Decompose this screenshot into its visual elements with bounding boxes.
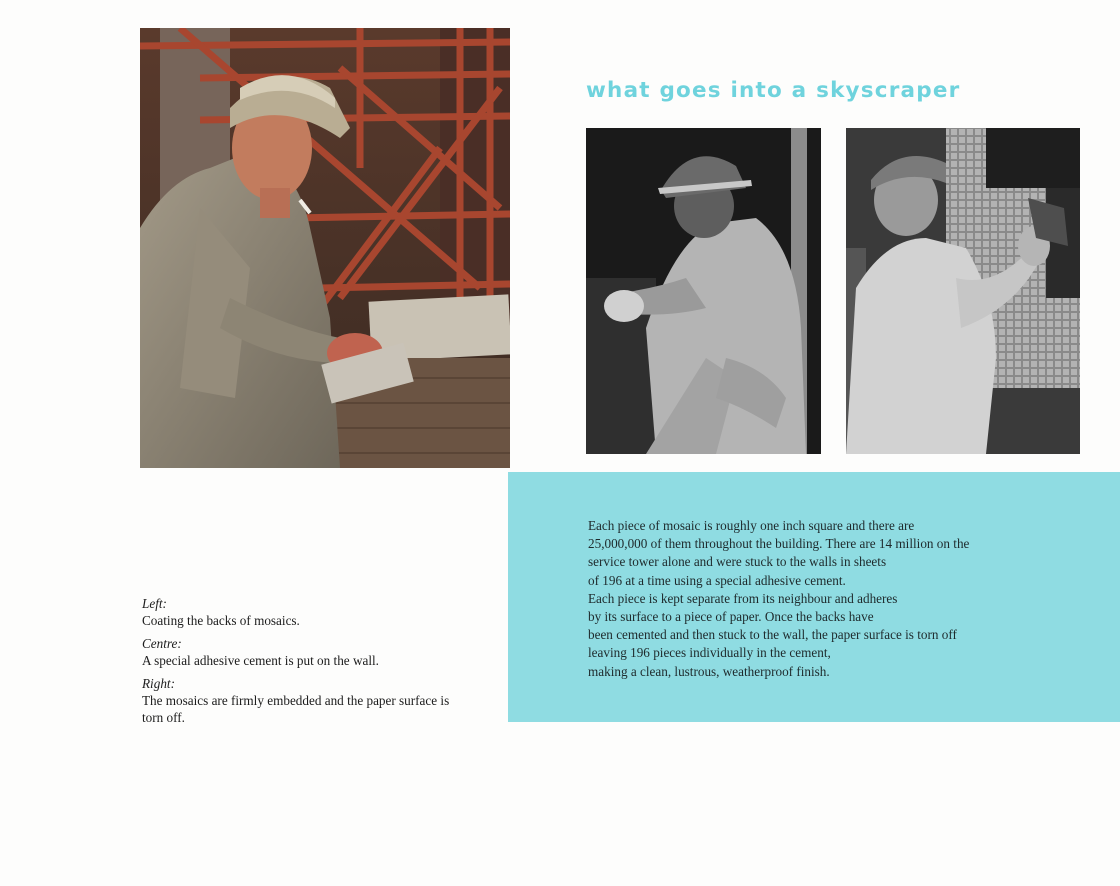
worker-coating-illustration <box>140 28 510 468</box>
body-line: by its surface to a piece of paper. Once the backs have <box>588 609 874 625</box>
caption-right-text: The mosaics are firmly embedded and the paper surface is torn off. <box>142 693 450 725</box>
body-line: making a clean, lustrous, weatherproof finish. <box>588 663 830 679</box>
photo-centre <box>586 128 821 454</box>
photo-right <box>846 128 1080 454</box>
body-paragraph <box>588 517 1058 681</box>
photo-left <box>140 28 510 468</box>
body-line: Each piece of mosaic is roughly one inch square and there are <box>588 518 915 533</box>
text-panel <box>508 472 1120 722</box>
caption-centre-heading: Centre: <box>142 636 182 651</box>
page-title: what goes into a skyscraper <box>586 78 961 103</box>
body-line: been cemented and then stuck to the wall, the paper surface is torn off <box>588 627 957 643</box>
caption-left-heading: Left: <box>142 596 167 611</box>
caption-right-heading: Right: <box>142 676 175 691</box>
body-line: 25,000,000 of them throughout the building. There are 14 million on the <box>588 536 970 552</box>
photo-captions <box>142 596 462 733</box>
body-line: of 196 at a time using a special adhesive cement. <box>588 572 846 588</box>
caption-left-text: Coating the backs of mosaics. <box>142 613 300 628</box>
body-line: service tower alone and were stuck to the walls in sheets <box>588 554 887 570</box>
body-line: leaving 196 pieces individually in the cement, <box>588 645 831 661</box>
caption-centre-text: A special adhesive cement is put on the wall. <box>142 653 379 668</box>
worker-applying-cement-illustration <box>586 128 821 454</box>
body-line: Each piece is kept separate from its neighbour and adheres <box>588 590 898 606</box>
worker-pressing-mosaics-illustration <box>846 128 1080 454</box>
